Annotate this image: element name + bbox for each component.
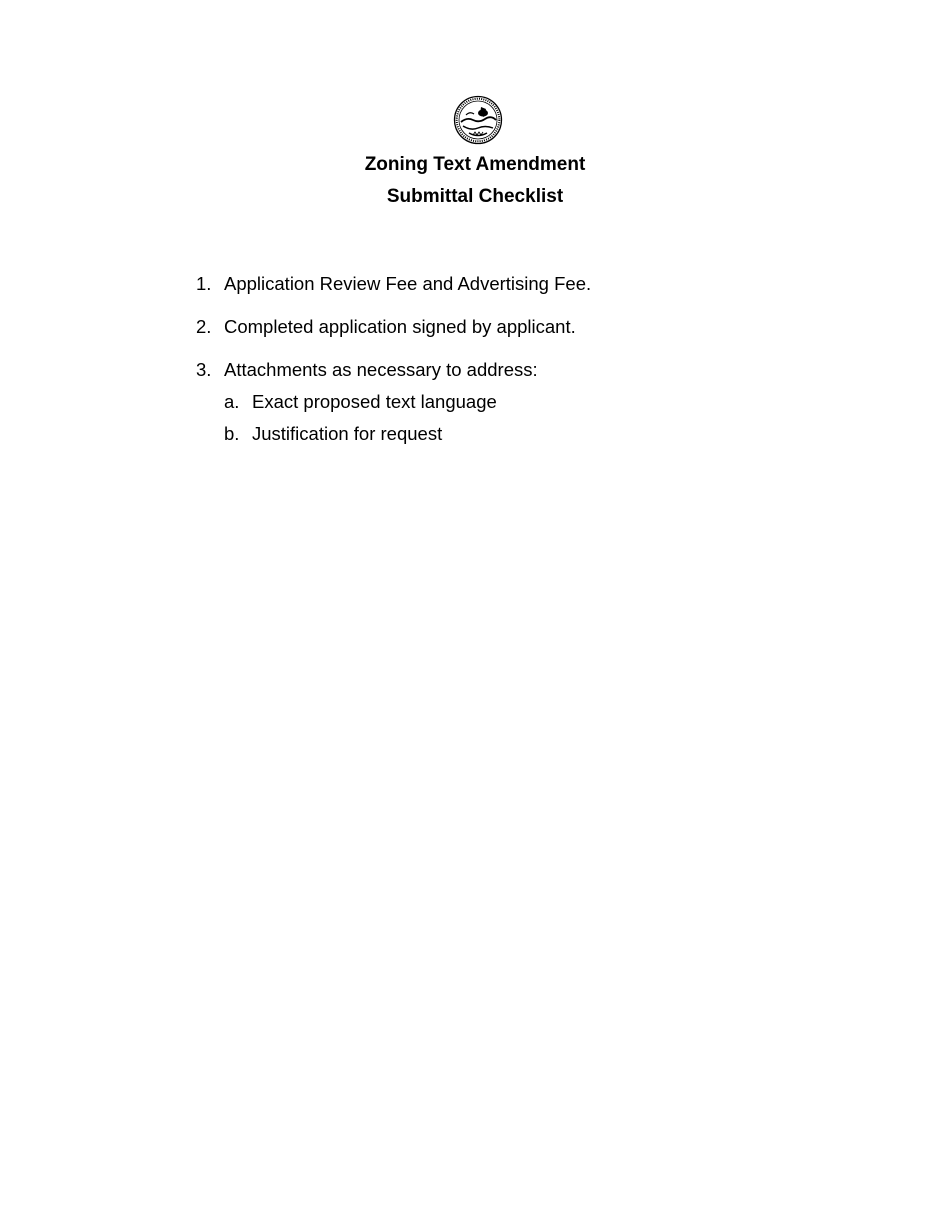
item-text: Attachments as necessary to address: xyxy=(224,359,538,380)
checklist-item-2 xyxy=(196,315,756,339)
item-number: 1. xyxy=(196,273,212,294)
item-text: Completed application signed by applicant. xyxy=(224,316,576,337)
attachments-sublist xyxy=(224,390,756,446)
subitem-letter: b. xyxy=(224,423,240,444)
sublist-item-b xyxy=(224,422,756,446)
document-title: Zoning Text Amendment xyxy=(364,154,586,175)
sublist-item-a xyxy=(224,390,756,414)
checklist-item-3 xyxy=(196,358,756,446)
city-seal-icon xyxy=(453,95,503,145)
subitem-text: Justification for request xyxy=(252,423,443,444)
submittal-checklist xyxy=(196,272,756,446)
subitem-text: Exact proposed text language xyxy=(252,391,497,412)
checklist-item-1 xyxy=(196,272,756,296)
item-text: Application Review Fee and Advertising Fee. xyxy=(224,273,592,294)
document-subtitle: Submittal Checklist xyxy=(386,186,564,207)
subitem-letter: a. xyxy=(224,391,240,412)
item-number: 3. xyxy=(196,359,212,380)
item-number: 2. xyxy=(196,316,212,337)
